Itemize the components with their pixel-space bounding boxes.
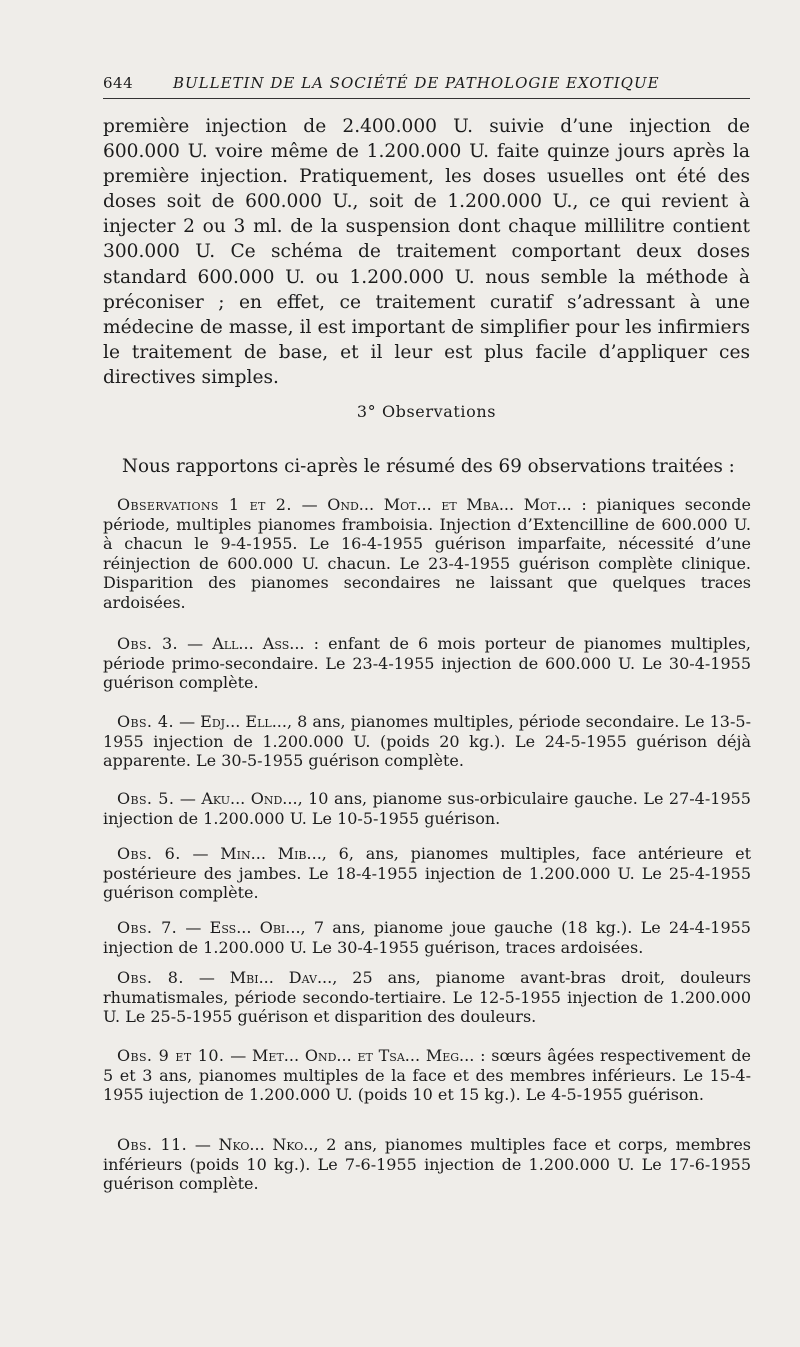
- patient-names: — Min... Mib...: [192, 844, 322, 863]
- page-number: 644: [103, 74, 134, 92]
- patient-names: — Aku... Ond...: [179, 789, 298, 808]
- observation-text: , 2 ans, pianomes multiples face et corps, membres inférieurs (poids 10 kg.). Le 7-6-1955 injection de 1.200.000 U. Le 17-6-1955 guérison complète.: [103, 1135, 751, 1194]
- observation-label: Observations 1 et 2.: [117, 495, 292, 514]
- patient-names: — Ess... Obi...: [185, 918, 301, 937]
- patient-names: — Met... Ond... et Tsa... Meg...: [230, 1046, 475, 1065]
- observation-1-2: [103, 495, 751, 613]
- observation-6: [103, 844, 751, 903]
- observation-label: Obs. 9 et 10.: [117, 1046, 225, 1065]
- observation-text: : pianiques seconde période, multiples pianomes framboisia. Injection d’Extencilline de 600.000 U. à chacun le 9-4-1955. Le 16-4-1955 guérison imparfaite, nécessité d’une réinjection de 600.000 U. chacun. Le 23-4-1955 guérison complète clinique. Disparition des pianomes secondaires ne laissant que quelques traces ardoisées.: [103, 495, 752, 612]
- observation-11: [103, 1135, 751, 1194]
- observation-text: , 10 ans, pianome sus-orbiculaire gauche. Le 27-4-1955 injection de 1.200.000 U. Le 10-5-1955 guérison.: [103, 789, 751, 828]
- observation-label: Obs. 7.: [117, 918, 178, 937]
- observation-text: , 8 ans, pianomes multiples, période secondaire. Le 13-5-1955 injection de 1.200.000 U. (poids 20 kg.). Le 24-5-1955 guérison déjà apparente. Le 30-5-1955 guérison complète.: [103, 712, 751, 771]
- patient-names: — Ond... Mot... et Mba... Mot...: [301, 495, 572, 514]
- observation-label: Obs. 8.: [117, 968, 184, 987]
- observation-text: , 25 ans, pianome avant-bras droit, douleurs rhumatismales, période secondo-tertiaire. Le 12-5-1955 injection de 1.200.000 U. Le 25-5-1955 guérison et disparition des douleurs.: [103, 968, 751, 1027]
- lead-sentence: Nous rapportons ci-après le résumé des 69 observations traitées :: [122, 456, 735, 477]
- observation-label: Obs. 4.: [117, 712, 174, 731]
- patient-names: — Edj... Ell...: [179, 712, 287, 731]
- page-header: [103, 74, 750, 99]
- patient-names: — Nko... Nko..: [194, 1135, 314, 1154]
- observation-label: Obs. 5.: [117, 789, 175, 808]
- patient-names: — Mbi... Dav...: [198, 968, 333, 987]
- observation-7: [103, 918, 751, 957]
- observation-text: , 7 ans, pianome joue gauche (18 kg.). Le 24-4-1955 injection de 1.200.000 U. Le 30-4-1955 guérison, traces ardoisées.: [103, 918, 751, 957]
- patient-names: — All... Ass...: [187, 634, 305, 653]
- observation-label: Obs. 11.: [117, 1135, 188, 1154]
- running-title: BULLETIN DE LA SOCIÉTÉ DE PATHOLOGIE EXOTIQUE: [173, 74, 660, 92]
- observation-3: [103, 634, 751, 693]
- observation-8: [103, 968, 751, 1027]
- observation-text: : enfant de 6 mois porteur de pianomes multiples, période primo-secondaire. Le 23-4-1955 injection de 600.000 U. Le 30-4-1955 guérison complète.: [103, 634, 751, 693]
- observation-text: , 6, ans, pianomes multiples, face antérieure et postérieure des jambes. Le 18-4-1955 injection de 1.200.000 U. Le 25-4-1955 guérison complète.: [103, 844, 751, 903]
- observation-text: : sœurs âgées respectivement de 5 et 3 ans, pianomes multiples de la face et des membres inférieurs. Le 15-4-1955 iujection de 1.200.000 U. (poids 10 et 15 kg.). Le 4-5-1955 guérison.: [103, 1046, 751, 1105]
- observation-5: [103, 789, 751, 828]
- observation-9-10: [103, 1046, 751, 1105]
- observation-label: Obs. 6.: [117, 844, 181, 863]
- intro-paragraph: première injection de 2.400.000 U. suivie d’une injection de 600.000 U. voire même de 1.200.000 U. faite quinze jours après la première injection. Pratiquement, les doses usuelles ont été des doses soit de 600.000 U., soit de 1.200.000 U., ce qui revient à injecter 2 ou 3 ml. de la suspension dont chaque millilitre contient 300.000 U. Ce schéma de traitement comportant deux doses standard 600.000 U. ou 1.200.000 U. nous semble la méthode à préconiser ; en effet, ce traitement curatif s’adressant à une médecine de masse, il est important de simplifier pour les infirmiers le traitement de base, et il leur est plus facile d’appliquer ces directives simples.: [103, 116, 750, 388]
- observation-4: [103, 712, 751, 771]
- section-heading: 3° Observations: [356, 402, 497, 421]
- observation-label: Obs. 3.: [117, 634, 179, 653]
